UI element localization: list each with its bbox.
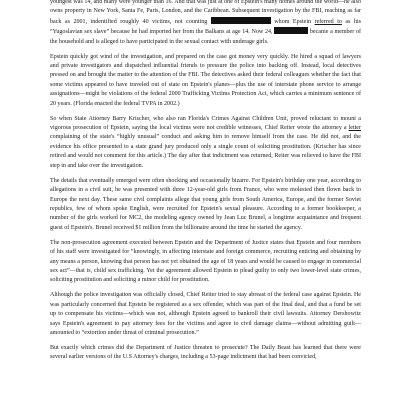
- paragraph-text: whom Epstein: [270, 18, 315, 25]
- paragraph-text: The details that eventually emerged were often shocking and occasionally bizarre. For Epstein's birthday one year, according to allegations in a civil suit, he was presented with three 12-year-old girls from France, who were molested then flown back to Europe the next day. These same civil complaints allege that young girls from South America, Europe, and the former Soviet republics, few of whom spoke English, were recruited for Epstein's sexual pleasure. According to a former bookkeeper, a number of the girls worked for MC2, the modeling agency owned by Jean Luc Brunel, a longtime acquaintance and frequent guest of Epstein's. Brunel received $1 million from the billionaire around the time he started the agency.: [50, 177, 361, 231]
- article-paragraph: [50, 239, 361, 286]
- paragraph-text: youngest was 14, and many were younger than 16. And that was just at one of Epstein's many homes around the world—he also owns property in New York, Santa Fe, Paris, London, and the Caribbean. Subsequent investigation by the FBI, reaching as far back as 2001, indentified roughly 40 victims, not counting: [50, 0, 361, 25]
- paragraph-text: as his “Yugoslavian sex slave” because he had imported her from the Balkans at age 14. Now 24,: [50, 18, 361, 36]
- paragraph-text: But exactly which crimes did the Department of Justice threaten to prosecute? The Daily Beast has learned that there were several earlier versions of the U.S Attorney's charges, including a 53-page indictment that had been convicted,: [50, 344, 361, 361]
- paragraph-text: Although the police investigation was officially closed, Chief Reiter tried to stay abreast of the federal case against Epstein. He was particularly concerned that Epstein be registered as a sex offender, which was part of the final deal, and that a fund be set up to compensate his victims—which was not, although Epstein agreed to bankroll their civil lawsuits. Attorney Dershowitz says Epstein's agreement to pay attorney fees for the victims and agree to civil damage claims—without admitting guilt—amounted to “extortion under threat of criminal prosecution.”: [50, 292, 361, 336]
- redaction-bar: [274, 27, 308, 34]
- article-paragraph: [50, 0, 361, 47]
- article-paragraph: [50, 291, 361, 338]
- paragraph-text: complaining of the state's “highly unusual” conduct and asking him to remove himself from the case. He did not, and the evidence his office presented to a state grand jury produced only a single count of soliciting prostitution. (Krischer has since retired and would not comment for this article.) The day after that indictment was returned, Reiter was relieved to have the FBI step in and take over the investigation.: [50, 134, 361, 169]
- inline-link[interactable]: letter: [348, 125, 361, 132]
- paragraph-text: The non-prosecution agreement executed between Epstein and the Department of Justice states that Epstein and four members of his staff were investigated for “knowingly, in affecting interstate and foreign commerce, recruiting enticing and obtaining by any means a person, knowing that person has not yet obtained the age of 18 years and would be caused to engage in commercial sex act”—that is, child sex trafficking. Yet the agreement allowed Epstein to plead guilty to only two lower-level state crimes, soliciting prostitution and soliciting a minor child for prostitution.: [50, 239, 361, 284]
- redaction-bar: [211, 17, 271, 24]
- article-paragraph: [50, 53, 361, 109]
- article-paragraph: [50, 344, 361, 363]
- paragraph-text: So when State Attorney Barry Krischer, who also ran Florida's Crimes Against Children Unit, proved reluctant to mount a vigorous prosecution of Epstein, saying the local victims were not credible witnesses, Chief Reiter wrote the attorney a: [50, 115, 361, 132]
- article-body: [50, 0, 361, 363]
- paragraph-text: became a member of the household and is alleged to have participated in the sexual contact with underage girls.: [50, 29, 361, 45]
- paragraph-text: Epstein quickly got wind of the investigation, and prepared on the case got money very quickly. He hired a squad of lawyers and private investigators and dispatched influential friends to pressure the police into backing off. Instead, local detectives pressed on and brought the matter to the attention of the FBI. The detectives asked their federal colleagues whether the fact that some victims appeared to have traveled out of state on Epstein's planes—plus the use of interstate phone service to arrange assignations—might be violations of the federal 2000 Trafficking Victims Protection Act, which carries a minimum sentence of 20 years. (Florida enacted the federal TVPA in 2002.): [50, 53, 361, 107]
- inline-link[interactable]: referred to: [314, 18, 342, 25]
- article-paragraph: [50, 115, 361, 171]
- article-paragraph: [50, 177, 361, 233]
